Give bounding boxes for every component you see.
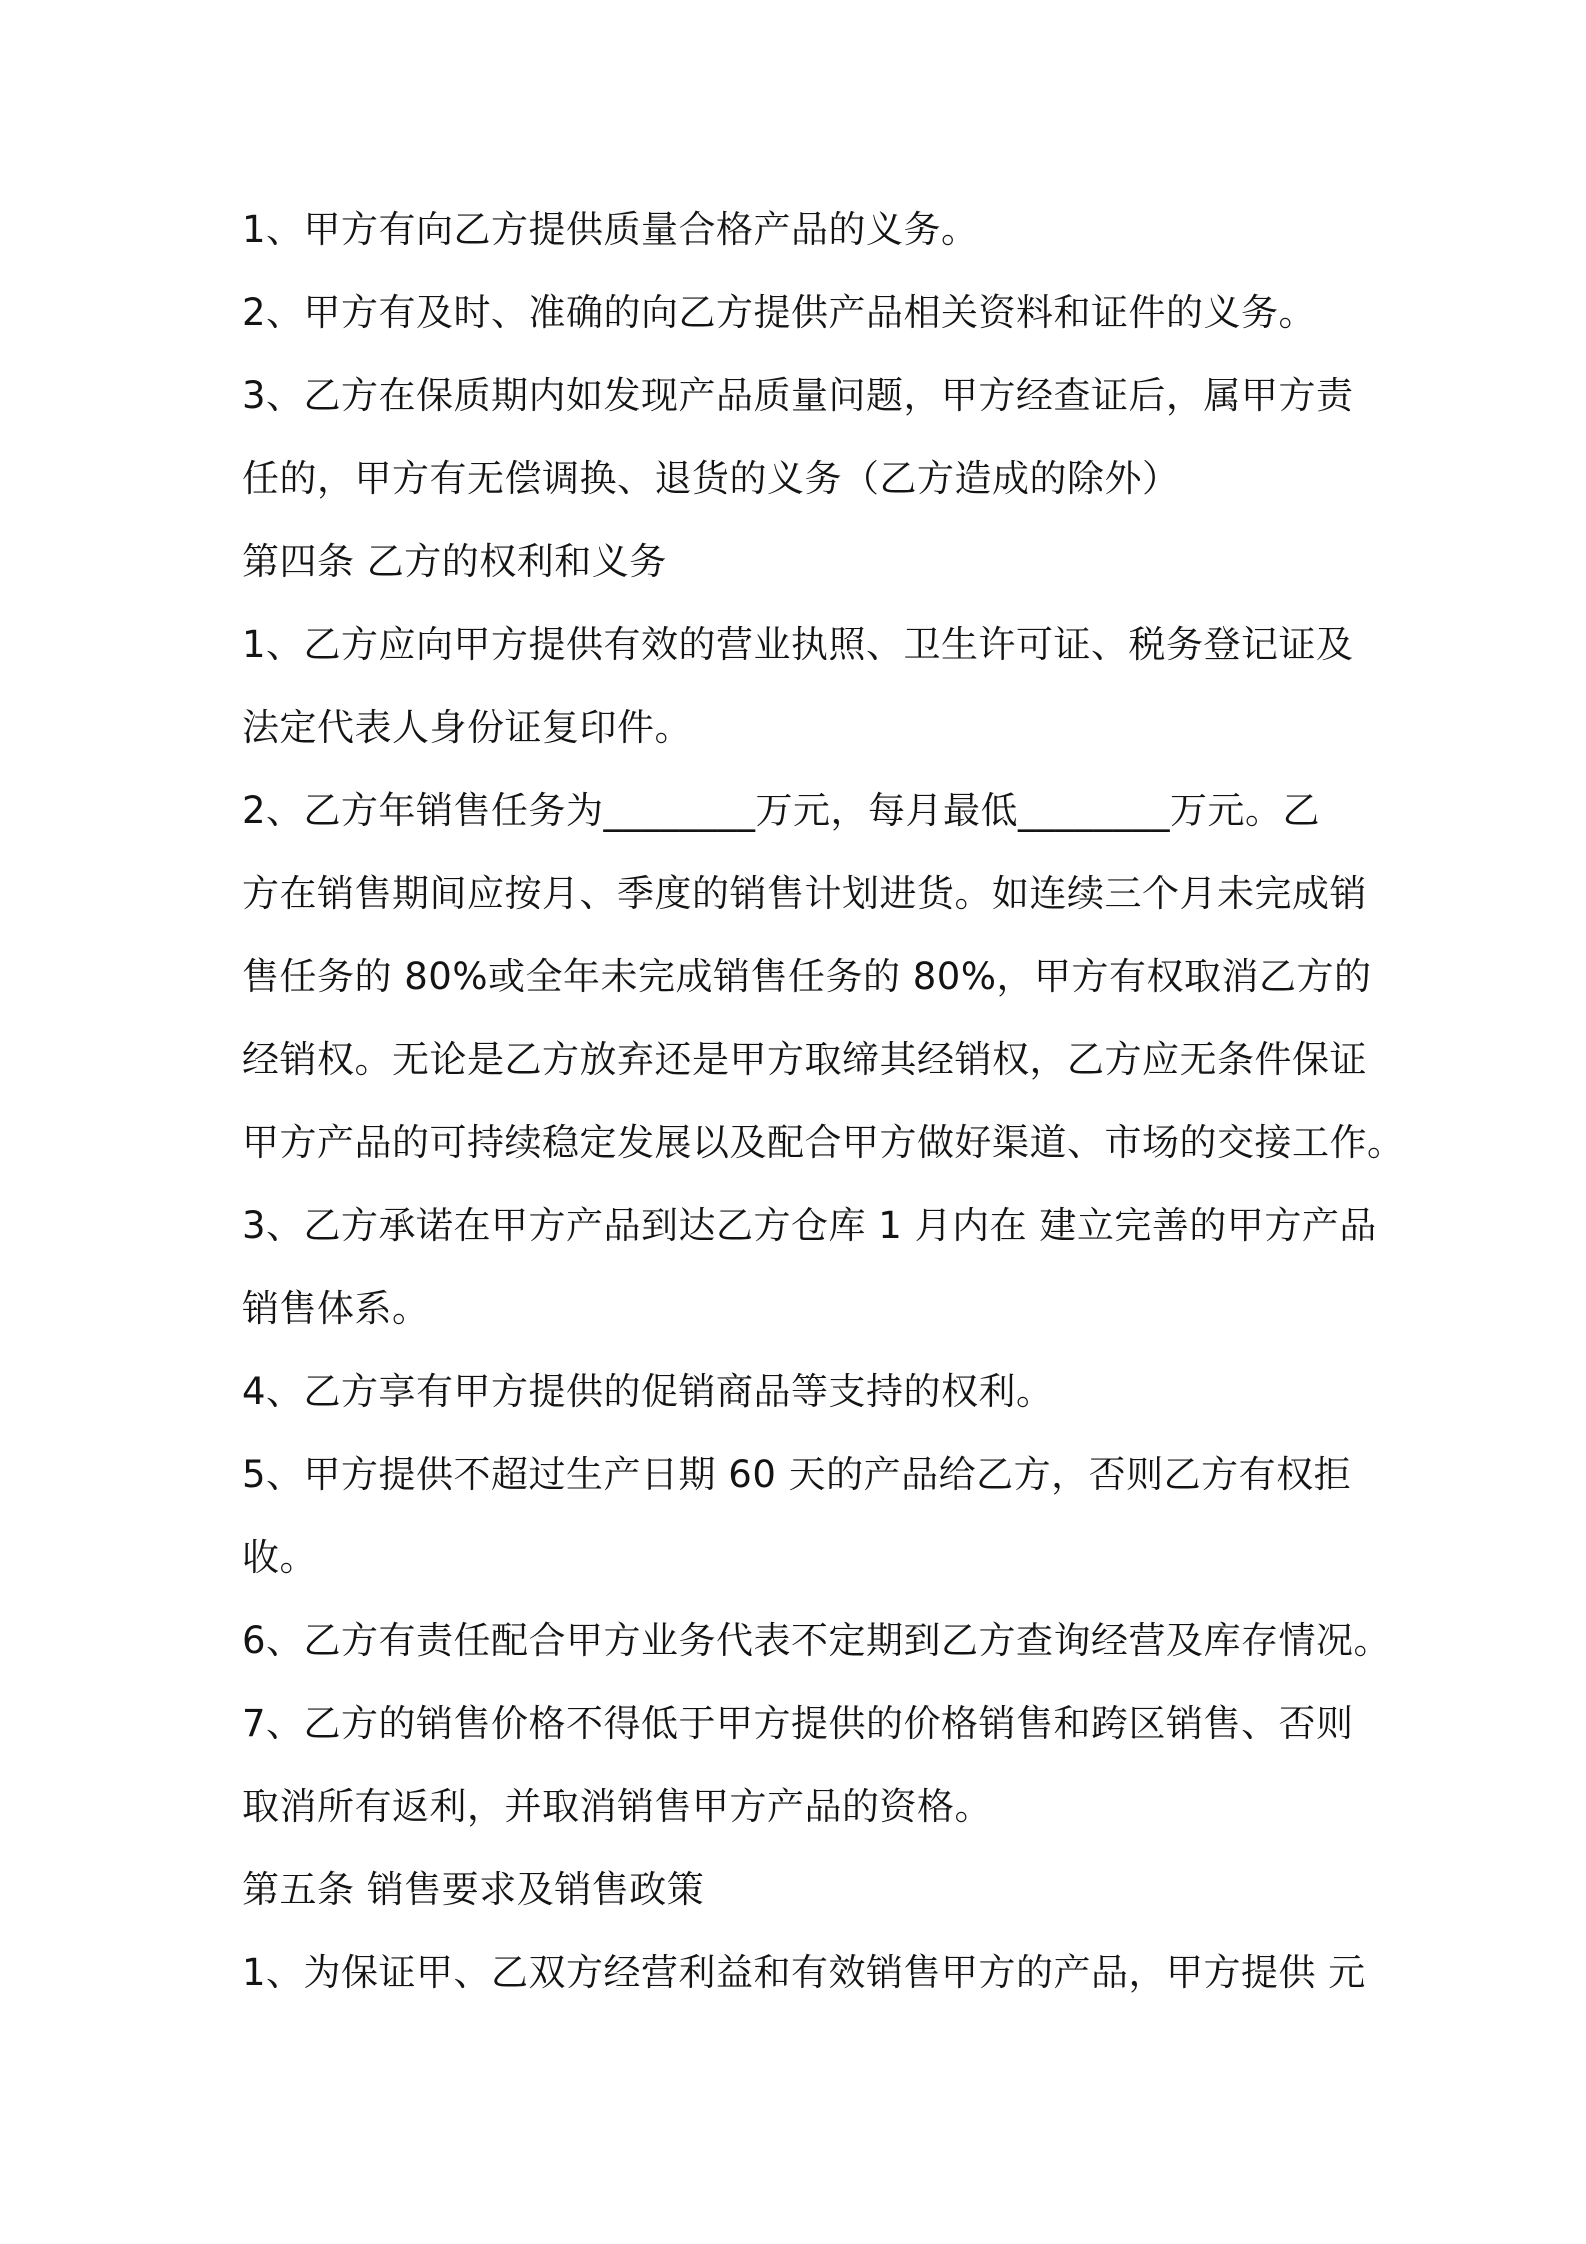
text-line: 3、乙方在保质期内如发现产品质量问题，甲方经查证后，属甲方责 (242, 374, 1354, 417)
text-line: 1、乙方应向甲方提供有效的营业执照、卫生许可证、税务登记证及 (242, 623, 1354, 666)
text-line: 2、甲方有及时、准确的向乙方提供产品相关资料和证件的义务。 (242, 291, 1317, 334)
text-line: 7、乙方的销售价格不得低于甲方提供的价格销售和跨区销售、否则 (242, 1702, 1354, 1745)
text-line: 1、为保证甲、乙双方经营利益和有效销售甲方的产品，甲方提供 元 (242, 1951, 1366, 1994)
text-line: 6、乙方有责任配合甲方业务代表不定期到乙方查询经营及库存情况。 (242, 1619, 1392, 1662)
section-heading: 第四条 乙方的权利和义务 (242, 540, 667, 583)
text-line: 2、乙方年销售任务为________万元，每月最低________万元。乙 (242, 789, 1321, 832)
text-line: 4、乙方享有甲方提供的促销商品等支持的权利。 (242, 1370, 1054, 1413)
text-line: 取消所有返利，并取消销售甲方产品的资格。 (242, 1785, 992, 1828)
section-heading: 第五条 销售要求及销售政策 (242, 1868, 705, 1911)
text-line: 销售体系。 (242, 1287, 430, 1330)
text-line: 甲方产品的可持续稳定发展以及配合甲方做好渠道、市场的交接工作。 (242, 1121, 1405, 1164)
text-line: 售任务的 80%或全年未完成销售任务的 80%，甲方有权取消乙方的 (242, 955, 1372, 998)
text-line: 收。 (242, 1536, 317, 1579)
text-line: 方在销售期间应按月、季度的销售计划进货。如连续三个月未完成销 (242, 872, 1367, 915)
text-line: 任的，甲方有无偿调换、退货的义务（乙方造成的除外） (242, 457, 1180, 500)
text-line: 经销权。无论是乙方放弃还是甲方取缔其经销权，乙方应无条件保证 (242, 1038, 1367, 1081)
text-line: 1、甲方有向乙方提供质量合格产品的义务。 (242, 208, 979, 251)
text-line: 法定代表人身份证复印件。 (242, 706, 692, 749)
text-line: 5、甲方提供不超过生产日期 60 天的产品给乙方，否则乙方有权拒 (242, 1453, 1352, 1496)
text-line: 3、乙方承诺在甲方产品到达乙方仓库 1 月内在 建立完善的甲方产品 (242, 1204, 1377, 1247)
